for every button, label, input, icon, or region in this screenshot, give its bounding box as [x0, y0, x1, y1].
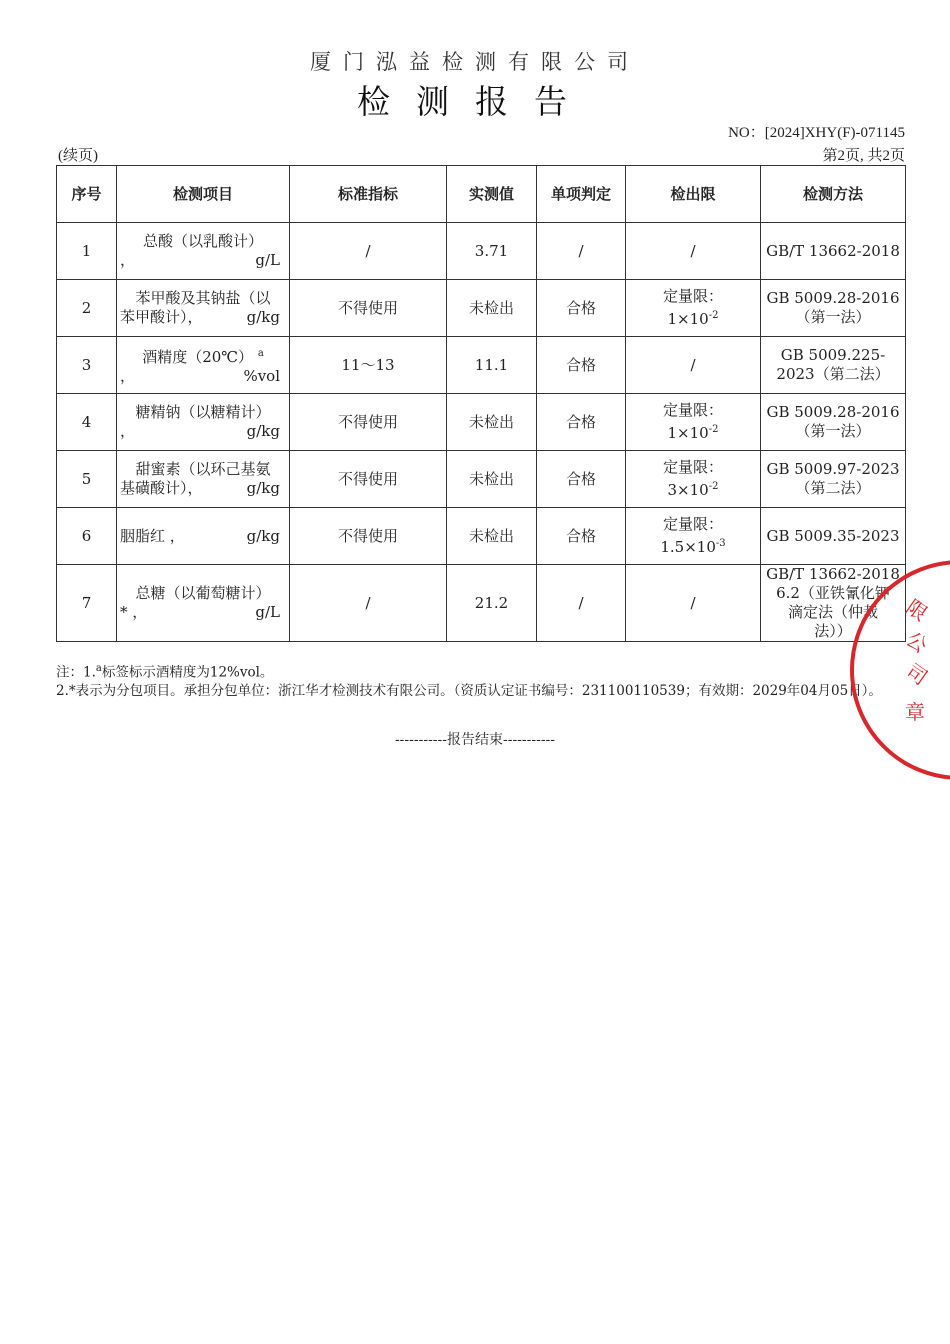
notes — [56, 660, 906, 700]
limit-value: 1×10 — [667, 310, 709, 328]
item-name-cont: ， — [120, 422, 136, 440]
cell-item — [117, 565, 290, 642]
cell-standard: 11～13 — [290, 337, 447, 394]
method-line: GB 5009.97-2023 — [766, 460, 900, 478]
report-title: 检测报告 — [357, 82, 593, 121]
cell-method — [761, 508, 906, 565]
cell-measured: 未检出 — [447, 394, 537, 451]
table-row — [57, 280, 906, 337]
seal-text — [901, 594, 945, 728]
method-line: GB 5009.28-2016 — [766, 289, 900, 307]
cell-no: 2 — [57, 280, 117, 337]
cell-verdict: 合格 — [537, 280, 626, 337]
col-header-method: 检测方法 — [761, 166, 906, 223]
cell-item — [117, 508, 290, 565]
item-name: 总酸（以乳酸计） — [142, 232, 263, 250]
item-name: 酒精度（20℃） — [142, 348, 254, 366]
item-unit: %vol — [243, 367, 280, 385]
item-unit: g/kg — [246, 308, 280, 326]
table-row — [57, 451, 906, 508]
limit-label: 定量限： — [662, 401, 723, 419]
col-header-limit: 检出限 — [626, 166, 761, 223]
item-name: 糖精钠（以糖精计） — [135, 403, 271, 421]
cell-no: 7 — [57, 565, 117, 642]
seal-char: 公 — [901, 626, 932, 658]
cell-limit — [626, 280, 761, 337]
limit-value: 1×10 — [667, 424, 709, 442]
seal-char: 限 — [901, 594, 932, 626]
cell-measured: 未检出 — [447, 451, 537, 508]
method-line: GB 5009.28-2016 — [766, 403, 900, 421]
cell-verdict: 合格 — [537, 337, 626, 394]
cell-limit — [626, 451, 761, 508]
limit-value: 3×10 — [667, 481, 709, 499]
cell-no: 4 — [57, 394, 117, 451]
cell-item — [117, 280, 290, 337]
cell-verdict: 合格 — [537, 394, 626, 451]
cell-limit — [626, 508, 761, 565]
cell-method — [761, 394, 906, 451]
table-row — [57, 337, 906, 394]
limit-label: / — [690, 593, 696, 612]
cell-standard: 不得使用 — [290, 280, 447, 337]
seal-char: 司 — [901, 658, 932, 690]
method-line: （第一法） — [795, 308, 871, 326]
cell-standard: 不得使用 — [290, 508, 447, 565]
cell-limit — [626, 565, 761, 642]
col-header-no: 序号 — [57, 166, 117, 223]
cell-no: 1 — [57, 223, 117, 280]
cell-measured: 3.71 — [447, 223, 537, 280]
item-name: 甜蜜素（以环己基氨 — [135, 460, 271, 478]
cell-method — [761, 337, 906, 394]
cell-measured: 未检出 — [447, 280, 537, 337]
cell-no: 6 — [57, 508, 117, 565]
table-row — [57, 223, 906, 280]
note-2: 2.*表示为分包项目。承担分包单位：浙江华才检测技术有限公司。（资质认定证书编号：231100110539；有效期：2029年04月05日）。 — [56, 682, 882, 699]
limit-label: / — [690, 355, 696, 374]
col-header-measured: 实测值 — [447, 166, 537, 223]
table-row — [57, 508, 906, 565]
seal-char: 章 — [905, 700, 925, 724]
item-name-cont: 基磺酸计）， — [120, 479, 203, 497]
cell-measured: 21.2 — [447, 565, 537, 642]
method-line: 滴定法（仲裁 — [787, 603, 878, 621]
cell-item — [117, 451, 290, 508]
continued-label: (续页) — [58, 148, 98, 164]
cell-verdict: / — [537, 565, 626, 642]
method-line: GB/T 13662-2018 — [766, 241, 900, 260]
cell-verdict: 合格 — [537, 451, 626, 508]
table-row — [57, 565, 906, 642]
note-1 — [56, 660, 906, 682]
item-unit: g/kg — [246, 422, 280, 440]
limit-label: / — [690, 241, 696, 260]
item-name-cont: 苯甲酸计）， — [120, 308, 203, 326]
table-header-row — [57, 166, 906, 223]
item-unit: g/L — [255, 251, 280, 269]
method-line: GB 5009.225- — [780, 346, 886, 364]
method-line: GB 5009.35-2023 — [766, 526, 900, 545]
cell-item — [117, 337, 290, 394]
method-line: 6.2（亚铁氰化钾 — [776, 584, 890, 602]
cell-verdict: 合格 — [537, 508, 626, 565]
method-line: 2023（第二法） — [776, 365, 890, 383]
table-row — [57, 394, 906, 451]
cell-limit — [626, 394, 761, 451]
note-1-prefix: 注：1. — [56, 664, 96, 681]
page-info: 第2页, 共2页 — [822, 148, 905, 164]
method-line: GB/T 13662-2018 — [766, 565, 900, 583]
company-name: 厦门泓益检测有限公司 — [310, 50, 640, 74]
cell-verdict: / — [537, 223, 626, 280]
cell-method — [761, 280, 906, 337]
limit-exponent: -2 — [708, 424, 719, 435]
results-table — [56, 165, 906, 642]
col-header-item: 检测项目 — [117, 166, 290, 223]
cell-item — [117, 394, 290, 451]
cell-no: 5 — [57, 451, 117, 508]
cell-limit — [626, 223, 761, 280]
cell-limit — [626, 337, 761, 394]
method-line: （第二法） — [795, 479, 871, 497]
cell-standard: 不得使用 — [290, 394, 447, 451]
cell-standard: 不得使用 — [290, 451, 447, 508]
item-name-cont: ， — [120, 251, 136, 269]
note-1-text: 标签标示酒精度为12%vol。 — [101, 664, 274, 681]
item-name: 胭脂红 ， — [120, 526, 185, 545]
method-line: 法）） — [814, 622, 852, 640]
item-name-cont: * ， — [120, 603, 148, 621]
cell-no: 3 — [57, 337, 117, 394]
cell-measured: 未检出 — [447, 508, 537, 565]
cell-method — [761, 451, 906, 508]
cell-standard: / — [290, 565, 447, 642]
report-number: NO：[2024]XHY(F)-071145 — [728, 125, 905, 141]
method-line: （第一法） — [795, 422, 871, 440]
col-header-verdict: 单项判定 — [537, 166, 626, 223]
limit-exponent: -2 — [708, 481, 719, 492]
limit-value: 1.5×10 — [660, 538, 716, 556]
cell-standard: / — [290, 223, 447, 280]
item-name: 苯甲酸及其钠盐（以 — [135, 289, 271, 307]
limit-exponent: -3 — [715, 538, 726, 549]
item-sup: a — [257, 348, 264, 359]
cell-item — [117, 223, 290, 280]
item-unit: g/kg — [246, 526, 280, 545]
limit-exponent: -2 — [708, 310, 719, 321]
limit-label: 定量限： — [662, 287, 723, 305]
item-unit: g/L — [255, 603, 280, 621]
item-name-cont: ， — [120, 367, 136, 385]
limit-label: 定量限： — [662, 515, 723, 533]
report-end-marker: -----------报告结束----------- — [394, 732, 556, 748]
note-1-sup: a — [95, 663, 102, 674]
limit-label: 定量限： — [662, 458, 723, 476]
col-header-standard: 标准指标 — [290, 166, 447, 223]
item-name: 总糖（以葡萄糖计） — [135, 584, 271, 602]
cell-method — [761, 223, 906, 280]
cell-measured: 11.1 — [447, 337, 537, 394]
item-unit: g/kg — [246, 479, 280, 497]
